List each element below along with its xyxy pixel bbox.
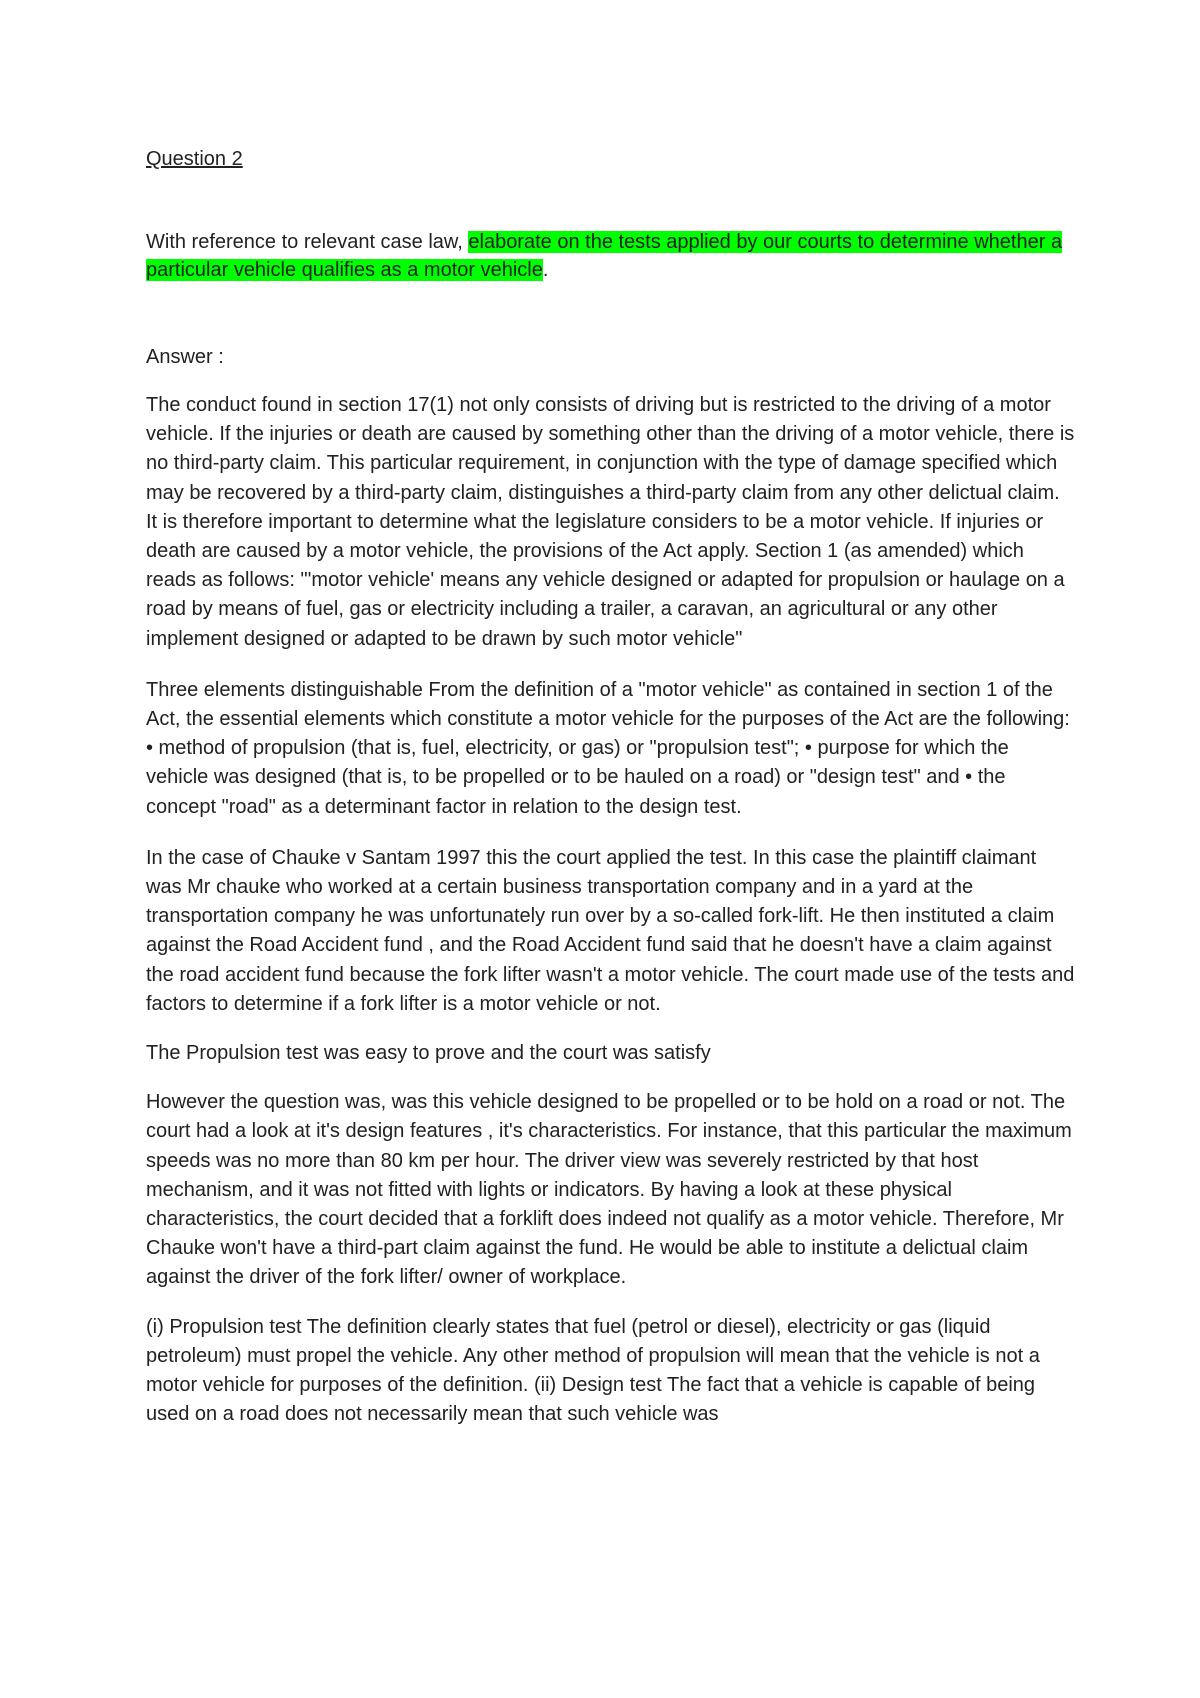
document-page	[146, 145, 1076, 1430]
answer-paragraph-5: However the question was, was this vehicle designed to be propelled or to be hold on a road or not. The court had a look at it's design features , it's characteristics. For instance, that this particular the maximum speeds was no more than 80 km per hour. The driver view was severely restricted by that host mechanism, and it was not fitted with lights or indicators. By having a look at these physical characteristics, the court decided that a forklift does indeed not qualify as a motor vehicle. Therefore, Mr Chauke won't have a third-part claim against the fund. He would be able to institute a delictual claim against the driver of the fork lifter/ owner of workplace.	[146, 1091, 1072, 1289]
answer-label: Answer :	[146, 346, 224, 368]
answer-paragraph-4: The Propulsion test was easy to prove and the court was satisfy	[146, 1042, 711, 1065]
question-prefix: With reference to relevant case law,	[146, 231, 469, 253]
answer-paragraph-2: Three elements distinguishable From the definition of a "motor vehicle" as contained in section 1 of the Act, the essential elements which constitute a motor vehicle for the purposes of the Act are the following: • method of propulsion (that is, fuel, electricity, or gas) or "propulsion test"; • purpose for which the vehicle was designed (that is, to be propelled or to be hauled on a road) or "design test" and • the concept "road" as a determinant factor in relation to the design test.	[146, 678, 1070, 818]
highlighted-question-text: elaborate on the tests applied by our courts to determine whether a particular vehicle qualifies as a motor vehicle	[146, 231, 1063, 281]
question-heading: Question 2	[146, 148, 243, 170]
question-suffix: .	[542, 259, 549, 281]
answer-paragraph-1: The conduct found in section 17(1) not only consists of driving but is restricted to the driving of a motor vehicle. If the injuries or death are caused by something other than the driving of a motor vehicle, there is no third-party claim. This particular requirement, in conjunction with the type of damage specified which may be recovered by a third-party claim, distinguishes a third-party claim from any other delictual claim. It is therefore important to determine what the legislature considers to be a motor vehicle. If injuries or death are caused by a motor vehicle, the provisions of the Act apply. Section 1 (as amended) which reads as follows: "'motor vehicle' means any vehicle designed or adapted for propulsion or haulage on a road by means of fuel, gas or electricity including a trailer, a caravan, an agricultural or any other implement designed or adapted to be drawn by such motor vehicle"	[146, 394, 1075, 650]
answer-paragraph-3: In the case of Chauke v Santam 1997 this the court applied the test. In this case the plaintiff claimant was Mr chauke who worked at a certain business transportation company and in a yard at the transportation company he was unfortunately run over by a so-called fork-lift. He then instituted a claim against the Road Accident fund , and the Road Accident fund said that he doesn't have a claim against the road accident fund because the fork lifter wasn't a motor vehicle. The court made use of the tests and factors to determine if a fork lifter is a motor vehicle or not.	[146, 846, 1075, 1015]
question-text	[146, 228, 1076, 284]
answer-paragraph-6: (i) Propulsion test The definition clearly states that fuel (petrol or diesel), electricity or gas (liquid petroleum) must propel the vehicle. Any other method of propulsion will mean that the vehicle is not a motor vehicle for purposes of the definition. (ii) Design test The fact that a vehicle is capable of being used on a road does not necessarily mean that such vehicle was	[146, 1315, 1040, 1426]
